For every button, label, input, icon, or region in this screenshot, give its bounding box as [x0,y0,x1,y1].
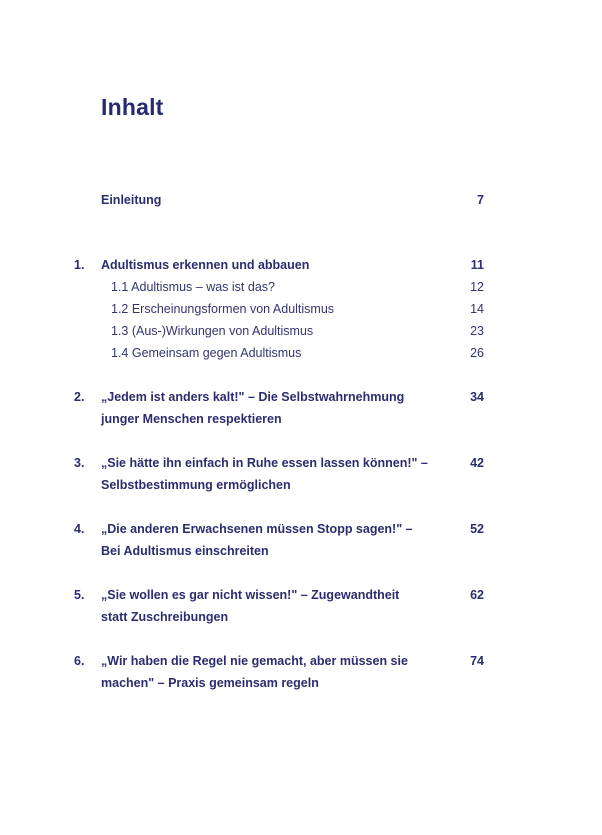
toc-entry-page: 7 [477,193,484,207]
chapter-title-line-2: Selbstbestimmung ermöglichen [101,478,291,492]
chapter-title-line-2: Bei Adultismus einschreiten [101,544,269,558]
chapter-number: 3. [74,456,85,470]
chapter-page: 42 [470,456,484,470]
chapter-title: Adultismus erkennen und abbauen [101,258,310,272]
section-title: 1.2 Erscheinungsformen von Adultismus [111,302,335,316]
section-title: 1.4 Gemeinsam gegen Adultismus [111,346,302,360]
chapter-title-line-1: „Die anderen Erwachsenen müssen Stopp sagen!" – [101,522,413,536]
section-title: 1.3 (Aus-)Wirkungen von Adultismus [111,324,314,338]
chapter-number: 2. [74,390,85,404]
chapter-number: 4. [74,522,85,536]
chapter-title-line-2: machen" – Praxis gemeinsam regeln [101,676,319,690]
chapter-number: 1. [74,258,85,272]
section-page: 12 [470,280,484,294]
chapter-page: 34 [470,390,484,404]
section-page: 14 [470,302,484,316]
chapter-title-line-1: „Jedem ist anders kalt!" – Die Selbstwahrnehmung [101,390,405,404]
chapter-title-line-1: „Sie wollen es gar nicht wissen!" – Zugewandtheit [101,588,400,602]
chapter-page: 11 [470,258,484,272]
section-page: 23 [470,324,484,338]
section-page: 26 [470,346,484,360]
chapter-title-line-1: „Sie hätte ihn einfach in Ruhe essen lassen können!" – [101,456,428,470]
page-title: Inhalt [101,94,164,120]
section-title: 1.1 Adultismus – was ist das? [111,280,275,294]
chapter-number: 6. [74,654,85,668]
chapter-page: 62 [470,588,484,602]
toc-entry-title: Einleitung [101,193,162,207]
chapter-title-line-2: statt Zuschreibungen [101,610,229,624]
chapter-title-line-1: „Wir haben die Regel nie gemacht, aber müssen sie [101,654,408,668]
chapter-title-line-2: junger Menschen respektieren [101,412,282,426]
chapter-page: 52 [470,522,484,536]
chapter-number: 5. [74,588,85,602]
chapter-page: 74 [470,654,484,668]
